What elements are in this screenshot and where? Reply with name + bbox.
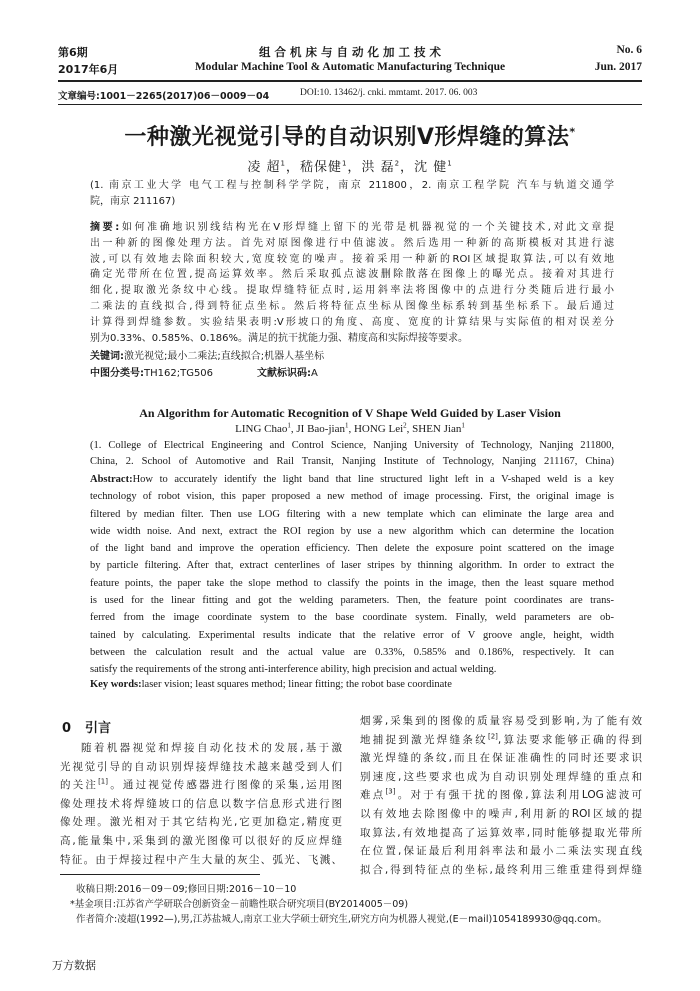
body-column-right (360, 712, 642, 879)
author-zh-name: 凌 超 (247, 160, 281, 175)
keywords-en-label: Key words: (90, 679, 142, 690)
affiliation-zh-line: (1. 南京工业大学 电气工程与控制科学学院，南京 211800，2. 南京工程学院 汽车与轨道交通学 (90, 180, 614, 191)
paper-title-zh: 一种激光视觉引导的自动识别V形焊缝的算法* (124, 125, 576, 150)
abstract-en-line: between the calculation result and the actual value are 0.33%, 0.585% and 0.186%, respectively. It can (90, 646, 614, 658)
footnote-received: 收稿日期:2016－09－09;修回日期:2016－10－10 (76, 884, 297, 895)
body-text-line: 高,能量集中,采集到的激光图像可以很好的反应焊缝 (60, 834, 342, 847)
section-title: 引言 (85, 721, 112, 736)
abstract-zh-line: 计算得到焊缝参数。实验结果表明:V形坡口的角度、高度、宽度的计算结果与实际值的相对误差分 (90, 316, 614, 328)
body-text-line: 难点[3]。对于有强干扰的图像,算法利用LOG滤波可 (360, 787, 643, 802)
abstract-zh-line: 细化,提取激光条纹中心线。提取焊缝特征点时,运用斜率法将图像中的点进行分类随后进行最小 (90, 285, 614, 297)
author-zh-affil-mark: 1 (341, 159, 348, 168)
abstract-en-line: is used for the linear fitting and got the welding parameters. Then, the feature point coordinates are trans- (90, 595, 614, 607)
keywords-zh-label: 关键词: (90, 351, 124, 362)
doc-code-value: A (311, 368, 318, 379)
body-text-line: 拟合,得到特征点的坐标,最终利用三维重建得到焊缝 (360, 863, 642, 876)
affiliation-zh-line: 院，南京 211167) (90, 196, 176, 207)
author-en-name: HONG Lei (353, 423, 404, 435)
affiliation-zh (90, 178, 614, 210)
author-en-affil-mark: 1 (344, 421, 349, 430)
classification (90, 364, 318, 379)
clc-value: TH162;TG506 (144, 368, 214, 379)
doc-code-label: 文献标识码: (257, 368, 312, 379)
header-issue-zh: 第6期 (58, 46, 88, 59)
affiliation-en-line: (1. College of Electrical Engineering and Control Science, Nanjing University of Technology, Nanjing 211800, (90, 440, 614, 451)
watermark-wanfang: 万方数据 (52, 959, 96, 972)
body-text-line: 特征。由于焊接过程中产生大量的灰尘、弧光、飞溅、 (60, 853, 342, 866)
author-zh-name: 沈 健 (414, 160, 448, 175)
abstract-zh-label: 摘要: (90, 222, 120, 233)
keywords-en-text: laser vision; least squares method; linear fitting; the robot base coordinate (141, 679, 452, 690)
title-fund-mark: * (569, 125, 576, 139)
keywords-en (90, 679, 452, 690)
author-zh-affil-mark: 2 (394, 159, 401, 168)
author-en-name: LING Chao (235, 423, 288, 435)
body-text-line: 以有效地去除图像中的噪声,利用新的ROI区域的提 (360, 807, 642, 820)
section-number: 0 (62, 721, 72, 736)
author-en-affil-mark: 1 (287, 421, 291, 430)
body-text-line: 地捕捉到激光焊缝条纹[2],算法要求能够正确的得到 (360, 732, 642, 746)
abstract-en-line: filtered by median filter. Then use LOG filtering with a new template which can eliminate the large area and (90, 508, 614, 520)
affiliation-en (90, 438, 614, 470)
abstract-zh (90, 220, 614, 346)
abstract-en (90, 471, 614, 679)
abstract-en-line: of the light band and improve the operation efficiency. Then delete the exposure point scattered on the image (90, 543, 614, 555)
doi: DOI:10. 13462/j. cnki. mmtamt. 2017. 06. 003 (300, 88, 478, 98)
keywords-zh (90, 347, 324, 362)
meta-rule (58, 104, 642, 105)
footnote-rule (60, 874, 260, 875)
citation-ref: [3] (385, 787, 396, 796)
affiliation-en-line: China, 2. School of Automotive and Rail Transit, Nanjing Institute of Technology, Nanjing 211167, China) (90, 456, 614, 467)
abstract-en-line: feature points, the paper take the slope method to classify the points in the image, then the least square method (90, 577, 614, 589)
citation-ref: [1] (98, 777, 108, 786)
authors-zh (0, 156, 700, 175)
author-en-affil-mark: 2 (403, 421, 407, 430)
author-en-separator: , (290, 423, 297, 435)
author-en-separator: , (348, 423, 354, 435)
abstract-en-line: ferred from the image coordinate system to the base coordinate system. Finally, weld parameters are ob- (90, 612, 614, 624)
body-text-line: 取算法,有效地提高了运算效率,同时能够提取光带所 (360, 826, 642, 839)
body-text-line: 像处理技术将焊缝坡口的信息以数字信息形式进行图 (60, 797, 342, 810)
author-zh-affil-mark: 1 (280, 159, 286, 168)
author-en-name: SHEN Jian (412, 423, 462, 435)
abstract-en-line: Abstract:How to accurately identify the light band that line structured light left in a V-shaped weld is a key (90, 474, 614, 485)
body-text-line: 的关注[1]。通过视觉传感器进行图像的采集,运用图 (60, 777, 342, 792)
abstract-zh-line: 出一种新的图像处理方法。首先对原图像进行中值滤波。然后选用一种新的高斯模板对其进行滤 (90, 237, 614, 249)
section-heading (62, 717, 111, 736)
author-zh-separator: ， (285, 160, 300, 175)
abstract-zh-line: 别为0.33%、0.585%、0.186%。满足的抗干扰能力强、精度高和实际焊接等要求。 (90, 332, 469, 344)
abstract-zh-line: 确定光带所在位置,提高运算效率。然后采取孤点滤波删除散落在图像上的曝光点。接着对其进行 (90, 269, 614, 281)
abstract-en-line: by particle filtering. After that, extract centerlines of laser stripes by thinning algorithm. In order to extract the (90, 560, 614, 572)
authors-en (0, 423, 700, 435)
body-text-line: 随着机器视觉和焊接自动化技术的发展,基于激 (81, 742, 342, 754)
author-zh-name: 洪 磊 (361, 160, 395, 175)
abstract-en-line: wide width noise. And next, extract the ROI region by use a new algorithm which can determine the location (90, 525, 614, 537)
abstract-zh-line: 波,可以有效地去除面积较大,宽度较宽的噪声。接着采用一种新的ROI区域提取算法,可以有效地 (90, 253, 614, 265)
author-zh-separator: ， (400, 160, 415, 175)
body-text-line: 激光焊缝的条纹,而且在保证准确性的同时还要求识 (360, 752, 642, 765)
header-rule (58, 80, 642, 82)
article-number: 文章编号:1001－2265(2017)06－0009－04 (58, 91, 270, 102)
abstract-en-line: tained by calculating. Experimental results indicate that the relative error of V groove angle, height, width (90, 629, 614, 641)
header-journal-zh: 组 合 机 床 与 自 动 化 加 工 技 术 (258, 45, 442, 59)
footnote-fund-mark: * (70, 899, 75, 910)
footnote-fund: *基金项目:江苏省产学研联合创新资金－前瞻性联合研究项目(BY2014005－09) (70, 899, 409, 910)
body-text-line: 别速度,这些要求也成为自动识别处理焊缝的重点和 (360, 770, 642, 783)
body-text-line: 在位置,保证最后利用斜率法和最小二乘法实现直线 (360, 845, 642, 858)
clc-label: 中图分类号: (90, 368, 144, 379)
abstract-en-label: Abstract: (90, 474, 133, 485)
author-zh-separator: ， (347, 160, 362, 175)
header-date-en: Jun. 2017 (594, 61, 642, 73)
author-en-affil-mark: 1 (461, 421, 465, 430)
paper-title-en: An Algorithm for Automatic Recognition of V Shape Weld Guided by Laser Vision (139, 406, 561, 420)
abstract-en-line: technology of robot vision, this paper proposed a new method of image processing. First, the original image is (90, 491, 614, 503)
header-date-zh: 2017年6月 (58, 63, 119, 76)
abstract-en-line: satisfy the requirements of the strong anti-interference ability, high precision and actual welding. (90, 664, 497, 676)
body-text-line: 像处理。激光相对于其它结构光,它更加稳定,精度更 (60, 816, 342, 829)
body-text-line: 烟雾,采集到的图像的质量容易受到影响,为了能有效 (360, 715, 642, 727)
abstract-zh-line: 摘要:如何准确地识别线结构光在V形焊缝上留下的光带是机器视觉的一个关键技术,对此文章提 (90, 222, 615, 233)
footnote-author: 作者简介:凌超(1992—),男,江苏盐城人,南京工业大学硕士研究生,研究方向为机器人视觉,(E－mail)1054189930@qq.com。 (76, 914, 607, 925)
body-column-left (60, 739, 342, 869)
header-issue-en: No. 6 (616, 44, 642, 56)
abstract-zh-line: 二乘法的直线拟合,得到特征点坐标。然后将特征点坐标从图像坐标系转到基坐标系下。最后通过 (90, 300, 614, 312)
header-journal-en: Modular Machine Tool & Automatic Manufacturing Technique (194, 61, 506, 73)
author-en-separator: , (406, 423, 413, 435)
keywords-zh-text: 激光视觉;最小二乘法;直线拟合;机器人基坐标 (124, 351, 325, 362)
author-zh-affil-mark: 1 (447, 159, 453, 168)
author-zh-name: 嵇保健 (299, 160, 342, 175)
body-text-line: 光视觉引导的自动识别焊接焊缝技术越来越受到人们 (60, 760, 342, 773)
author-en-name: JI Bao-jian (296, 423, 345, 435)
citation-ref: [2] (487, 732, 498, 741)
